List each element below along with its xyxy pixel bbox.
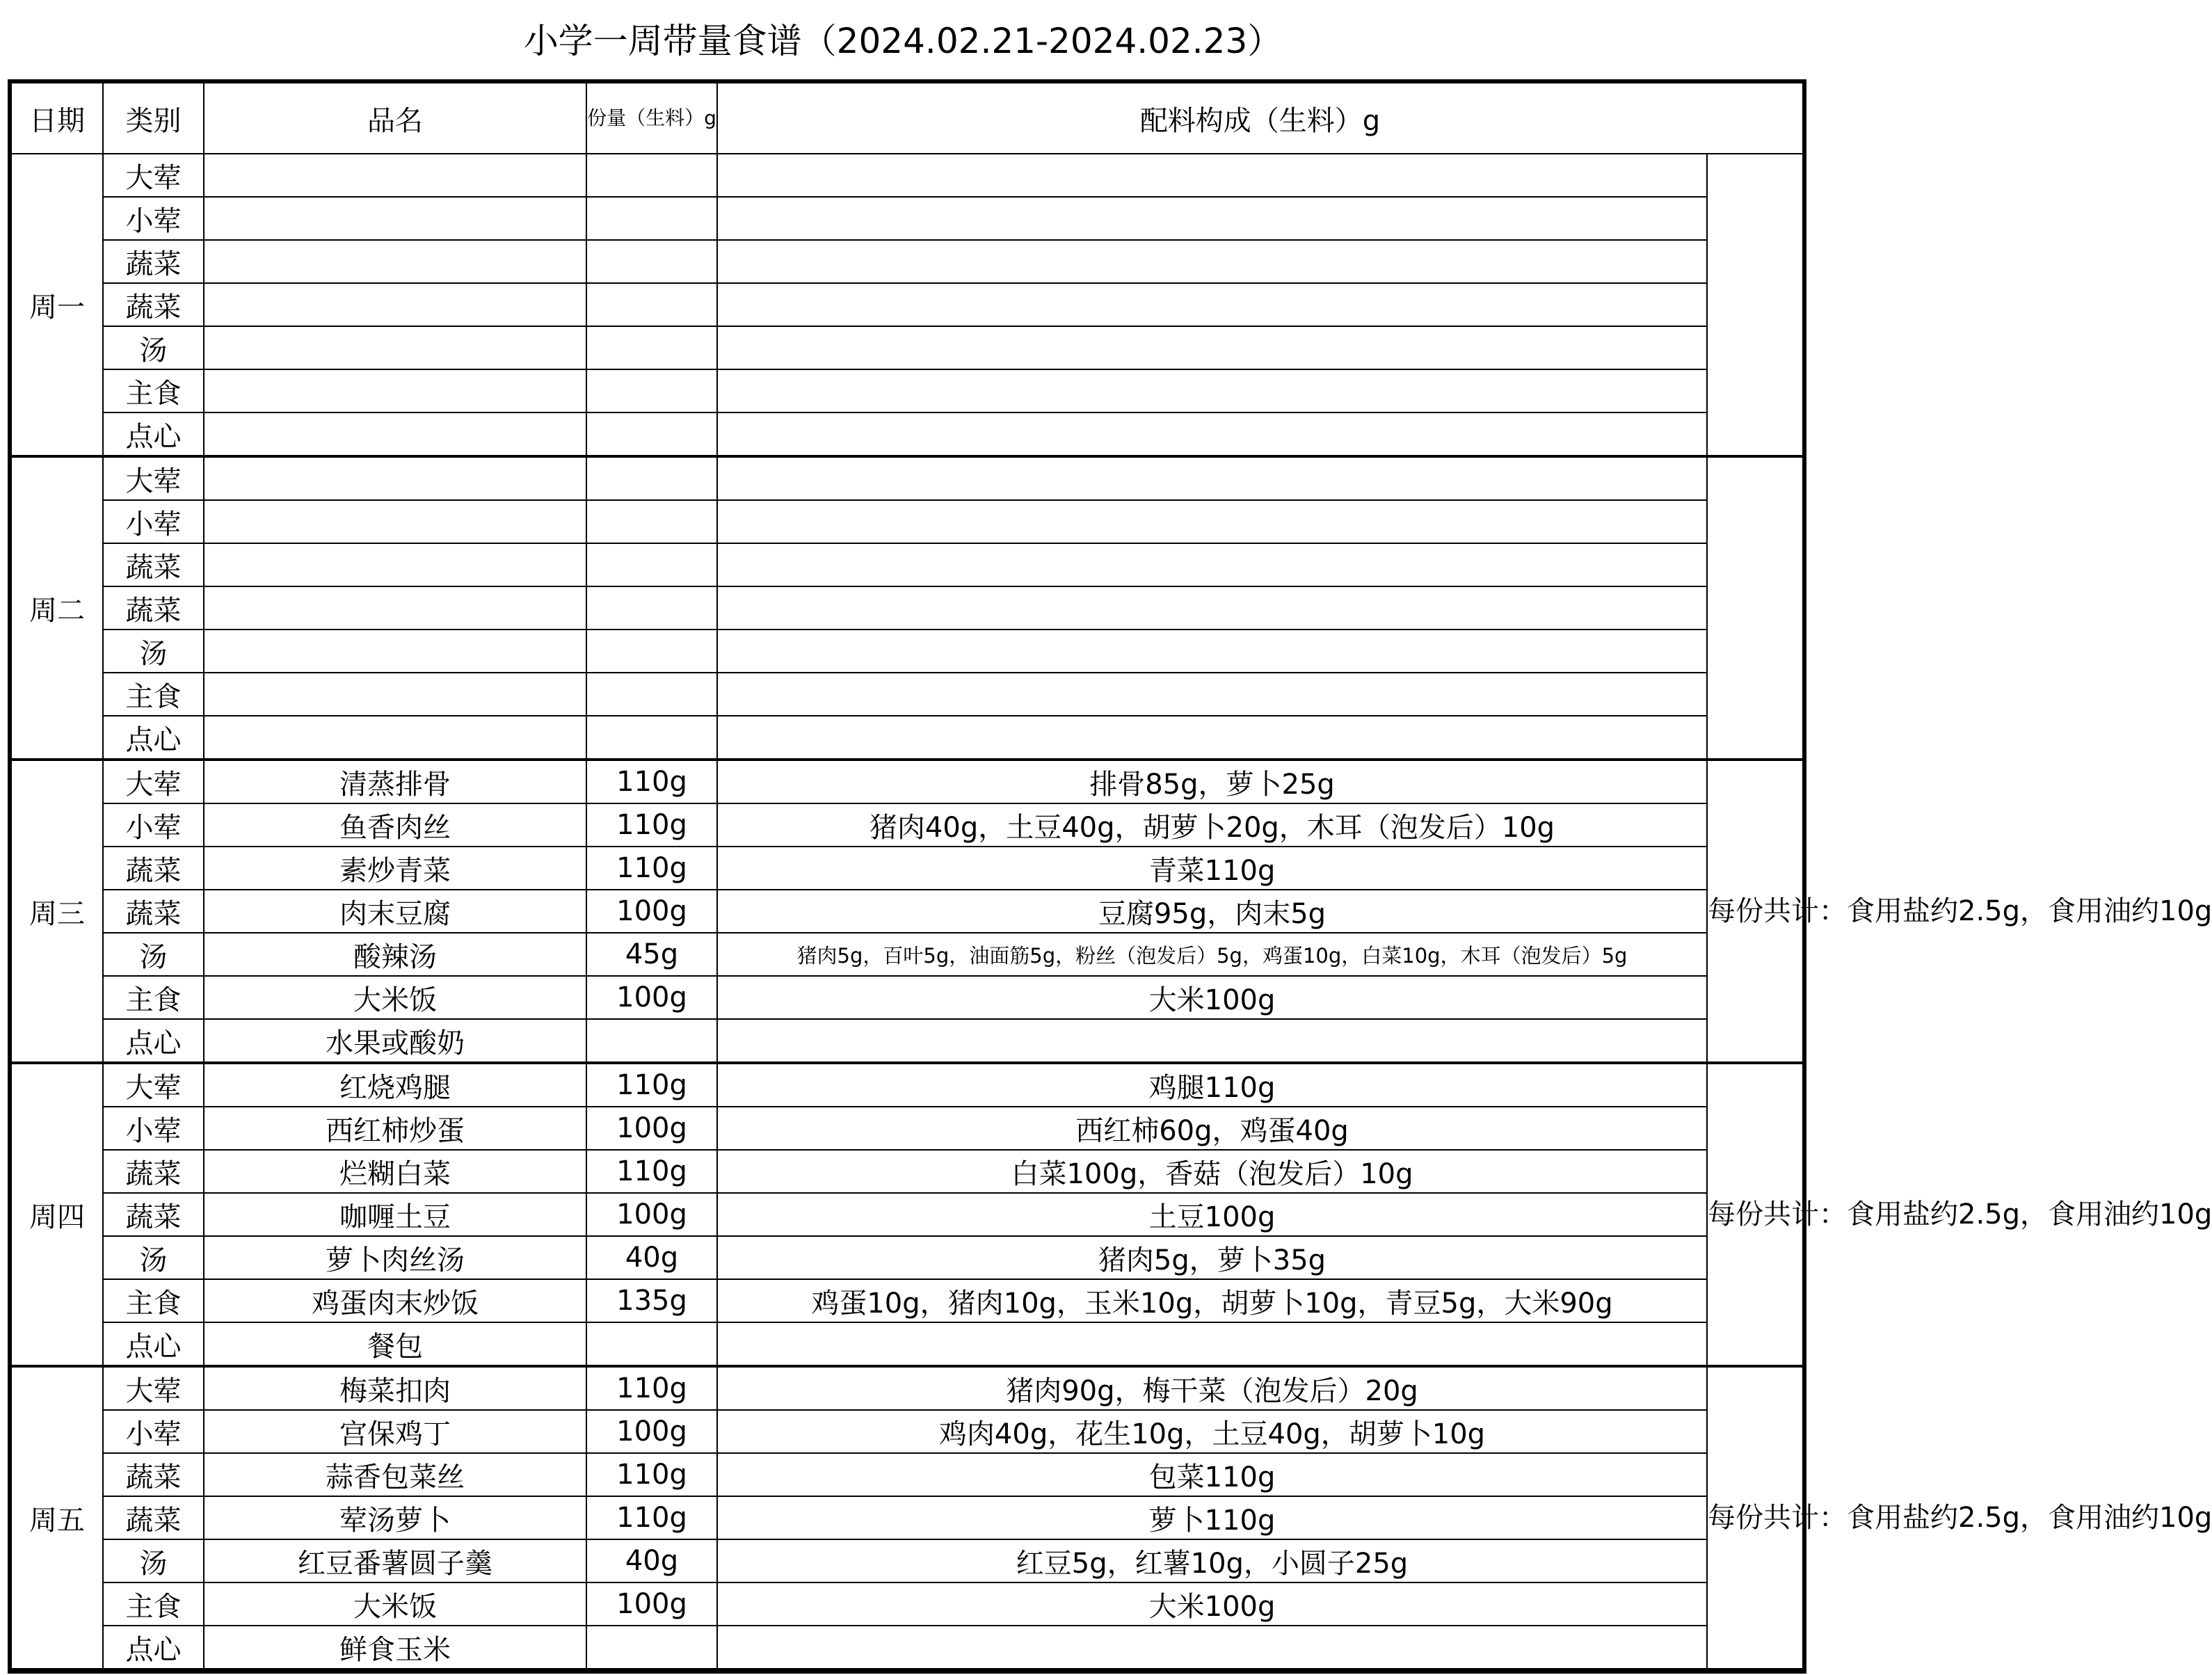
category-cell: 主食 [103,976,204,1019]
header-category: 类别 [103,83,204,154]
category-cell: 点心 [103,1322,204,1366]
dish-cell: 餐包 [204,1322,586,1366]
portion-cell [586,1322,717,1366]
dish-cell: 红烧鸡腿 [204,1063,586,1107]
portion-cell [586,283,717,326]
composition-cell [717,1626,1707,1669]
menu-table [10,82,2212,1671]
table-row [11,1107,1803,1150]
composition-cell [717,412,1707,456]
dish-cell [204,154,586,197]
portion-cell: 110g [586,1453,717,1496]
portion-cell [586,630,717,673]
category-cell: 点心 [103,1626,204,1669]
nutrition-note: 每份共计：食用盐约2.5g，食用油约10g [1707,760,1803,1063]
dish-cell: 水果或酸奶 [204,1019,586,1063]
composition-cell: 白菜100g，香菇（泡发后）10g [717,1150,1707,1193]
composition-cell: 鸡蛋10g，猪肉10g，玉米10g，胡萝卜10g，青豆5g，大米90g [717,1279,1707,1322]
category-cell: 小荤 [103,1107,204,1150]
dish-cell [204,500,586,543]
table-row [11,847,1803,890]
table-row [11,760,1803,803]
portion-cell: 100g [586,1193,717,1236]
portion-cell [586,673,717,716]
category-cell: 主食 [103,1582,204,1626]
nutrition-note [1707,154,1803,456]
header-date: 日期 [11,83,103,154]
dish-cell: 宫保鸡丁 [204,1410,586,1453]
composition-cell: 排骨85g，萝卜25g [717,760,1707,803]
table-row [11,1193,1803,1236]
composition-cell [717,197,1707,240]
dish-cell: 梅菜扣肉 [204,1366,586,1410]
composition-cell [717,154,1707,197]
table-row [11,890,1803,933]
portion-cell [586,500,717,543]
dish-cell [204,369,586,412]
day-cell: 周五 [11,1366,103,1669]
dish-cell: 素炒青菜 [204,847,586,890]
composition-cell: 大米100g [717,1582,1707,1626]
category-cell: 点心 [103,1019,204,1063]
portion-cell [586,369,717,412]
menu-body [11,154,2212,1669]
category-cell: 蔬菜 [103,1150,204,1193]
table-row [11,976,1803,1019]
table-row [11,630,1803,673]
table-row [11,1019,1803,1063]
day-cell: 周三 [11,760,103,1063]
category-cell: 小荤 [103,803,204,847]
table-row [11,1279,1803,1322]
portion-cell [586,1019,717,1063]
portion-cell [586,716,717,760]
table-row [11,673,1803,716]
category-cell: 大荤 [103,760,204,803]
dish-cell: 鸡蛋肉末炒饭 [204,1279,586,1322]
dish-cell: 蒜香包菜丝 [204,1453,586,1496]
dish-cell: 清蒸排骨 [204,760,586,803]
category-cell: 小荤 [103,1410,204,1453]
portion-cell [586,456,717,500]
composition-cell [717,716,1707,760]
dish-cell [204,630,586,673]
composition-cell: 鸡腿110g [717,1063,1707,1107]
category-cell: 主食 [103,673,204,716]
category-cell: 汤 [103,326,204,369]
table-row [11,716,1803,760]
category-cell: 大荤 [103,154,204,197]
dish-cell [204,283,586,326]
portion-cell: 110g [586,803,717,847]
composition-cell: 大米100g [717,976,1707,1019]
composition-cell [717,630,1707,673]
day-cell: 周二 [11,456,103,760]
portion-cell: 100g [586,1582,717,1626]
table-row [11,240,1803,283]
header-composition: 配料构成（生料）g [717,83,1803,154]
dish-cell: 肉末豆腐 [204,890,586,933]
category-cell: 大荤 [103,1366,204,1410]
table-row [11,803,1803,847]
nutrition-note: 每份共计：食用盐约2.5g，食用油约10g [1707,1366,1803,1669]
dish-cell: 鱼香肉丝 [204,803,586,847]
dish-cell [204,716,586,760]
composition-cell [717,1019,1707,1063]
header-dish: 品名 [204,83,586,154]
portion-cell: 135g [586,1279,717,1322]
table-row [11,1150,1803,1193]
composition-cell: 西红柿60g，鸡蛋40g [717,1107,1707,1150]
composition-cell [717,326,1707,369]
dish-cell: 酸辣汤 [204,933,586,976]
composition-cell [717,283,1707,326]
table-row [11,586,1803,630]
category-cell: 蔬菜 [103,890,204,933]
nutrition-note [1707,456,1803,760]
category-cell: 蔬菜 [103,1496,204,1539]
composition-cell: 萝卜110g [717,1496,1707,1539]
table-row [11,456,1803,500]
composition-cell [717,369,1707,412]
portion-cell: 100g [586,976,717,1019]
table-row [11,1453,1803,1496]
dish-cell: 荤汤萝卜 [204,1496,586,1539]
composition-cell: 鸡肉40g，花生10g，土豆40g，胡萝卜10g [717,1410,1707,1453]
category-cell: 蔬菜 [103,586,204,630]
table-row [11,197,1803,240]
portion-cell: 100g [586,1107,717,1150]
composition-cell: 猪肉5g，萝卜35g [717,1236,1707,1279]
category-cell: 蔬菜 [103,847,204,890]
table-row [11,1626,1803,1669]
portion-cell: 110g [586,1496,717,1539]
table-row [11,1366,1803,1410]
table-row [11,543,1803,586]
table-row [11,1496,1803,1539]
header-portion: 份量（生料）g [586,83,717,154]
dish-cell: 大米饭 [204,976,586,1019]
category-cell: 大荤 [103,456,204,500]
portion-cell [586,1626,717,1669]
category-cell: 汤 [103,630,204,673]
dish-cell [204,240,586,283]
portion-cell [586,326,717,369]
dish-cell: 大米饭 [204,1582,586,1626]
table-row [11,1322,1803,1366]
category-cell: 汤 [103,933,204,976]
table-row [11,154,1803,197]
dish-cell [204,412,586,456]
composition-cell: 猪肉40g，土豆40g，胡萝卜20g，木耳（泡发后）10g [717,803,1707,847]
category-cell: 汤 [103,1236,204,1279]
portion-cell [586,240,717,283]
day-cell: 周一 [11,154,103,456]
dish-cell: 萝卜肉丝汤 [204,1236,586,1279]
portion-cell: 110g [586,847,717,890]
portion-cell [586,197,717,240]
composition-cell [717,500,1707,543]
table-row [11,1236,1803,1279]
dish-cell: 西红柿炒蛋 [204,1107,586,1150]
composition-cell [717,1322,1707,1366]
nutrition-note: 每份共计：食用盐约2.5g，食用油约10g [1707,1063,1803,1366]
portion-cell: 110g [586,1063,717,1107]
category-cell: 蔬菜 [103,1453,204,1496]
table-row [11,1539,1803,1582]
category-cell: 小荤 [103,197,204,240]
category-cell: 蔬菜 [103,283,204,326]
composition-cell [717,543,1707,586]
category-cell: 蔬菜 [103,240,204,283]
table-row [11,326,1803,369]
composition-cell [717,240,1707,283]
table-row [11,933,1803,976]
table-row [11,1582,1803,1626]
table-row [11,283,1803,326]
dish-cell [204,543,586,586]
portion-cell: 100g [586,890,717,933]
portion-cell: 110g [586,760,717,803]
composition-cell: 青菜110g [717,847,1707,890]
composition-cell [717,673,1707,716]
portion-cell: 40g [586,1236,717,1279]
composition-cell [717,456,1707,500]
portion-cell: 40g [586,1539,717,1582]
composition-cell: 豆腐95g，肉末5g [717,890,1707,933]
dish-cell: 咖喱土豆 [204,1193,586,1236]
composition-cell: 红豆5g，红薯10g，小圆子25g [717,1539,1707,1582]
category-cell: 蔬菜 [103,1193,204,1236]
category-cell: 点心 [103,412,204,456]
dish-cell: 鲜食玉米 [204,1626,586,1669]
table-row [11,369,1803,412]
dish-cell [204,456,586,500]
category-cell: 大荤 [103,1063,204,1107]
category-cell: 汤 [103,1539,204,1582]
day-cell: 周四 [11,1063,103,1366]
dish-cell: 红豆番薯圆子羹 [204,1539,586,1582]
category-cell: 蔬菜 [103,543,204,586]
composition-cell [717,586,1707,630]
portion-cell: 45g [586,933,717,976]
portion-cell: 110g [586,1366,717,1410]
dish-cell: 烂糊白菜 [204,1150,586,1193]
dish-cell [204,326,586,369]
table-row [11,1410,1803,1453]
composition-cell: 土豆100g [717,1193,1707,1236]
category-cell: 点心 [103,716,204,760]
category-cell: 主食 [103,369,204,412]
table-row [11,500,1803,543]
dish-cell [204,586,586,630]
portion-cell: 110g [586,1150,717,1193]
composition-cell: 猪肉5g，百叶5g，油面筋5g，粉丝（泡发后）5g，鸡蛋10g，白菜10g，木耳（泡发后）5g [717,933,1707,976]
category-cell: 小荤 [103,500,204,543]
portion-cell [586,412,717,456]
composition-cell: 猪肉90g，梅干菜（泡发后）20g [717,1366,1707,1410]
portion-cell: 100g [586,1410,717,1453]
portion-cell [586,586,717,630]
composition-cell: 包菜110g [717,1453,1707,1496]
page-title: 小学一周带量食谱（2024.02.21-2024.02.23） [523,21,1283,61]
table-row [11,1063,1803,1107]
portion-cell [586,154,717,197]
dish-cell [204,197,586,240]
portion-cell [586,543,717,586]
header-row [11,83,1803,154]
dish-cell [204,673,586,716]
category-cell: 主食 [103,1279,204,1322]
table-row [11,412,1803,456]
